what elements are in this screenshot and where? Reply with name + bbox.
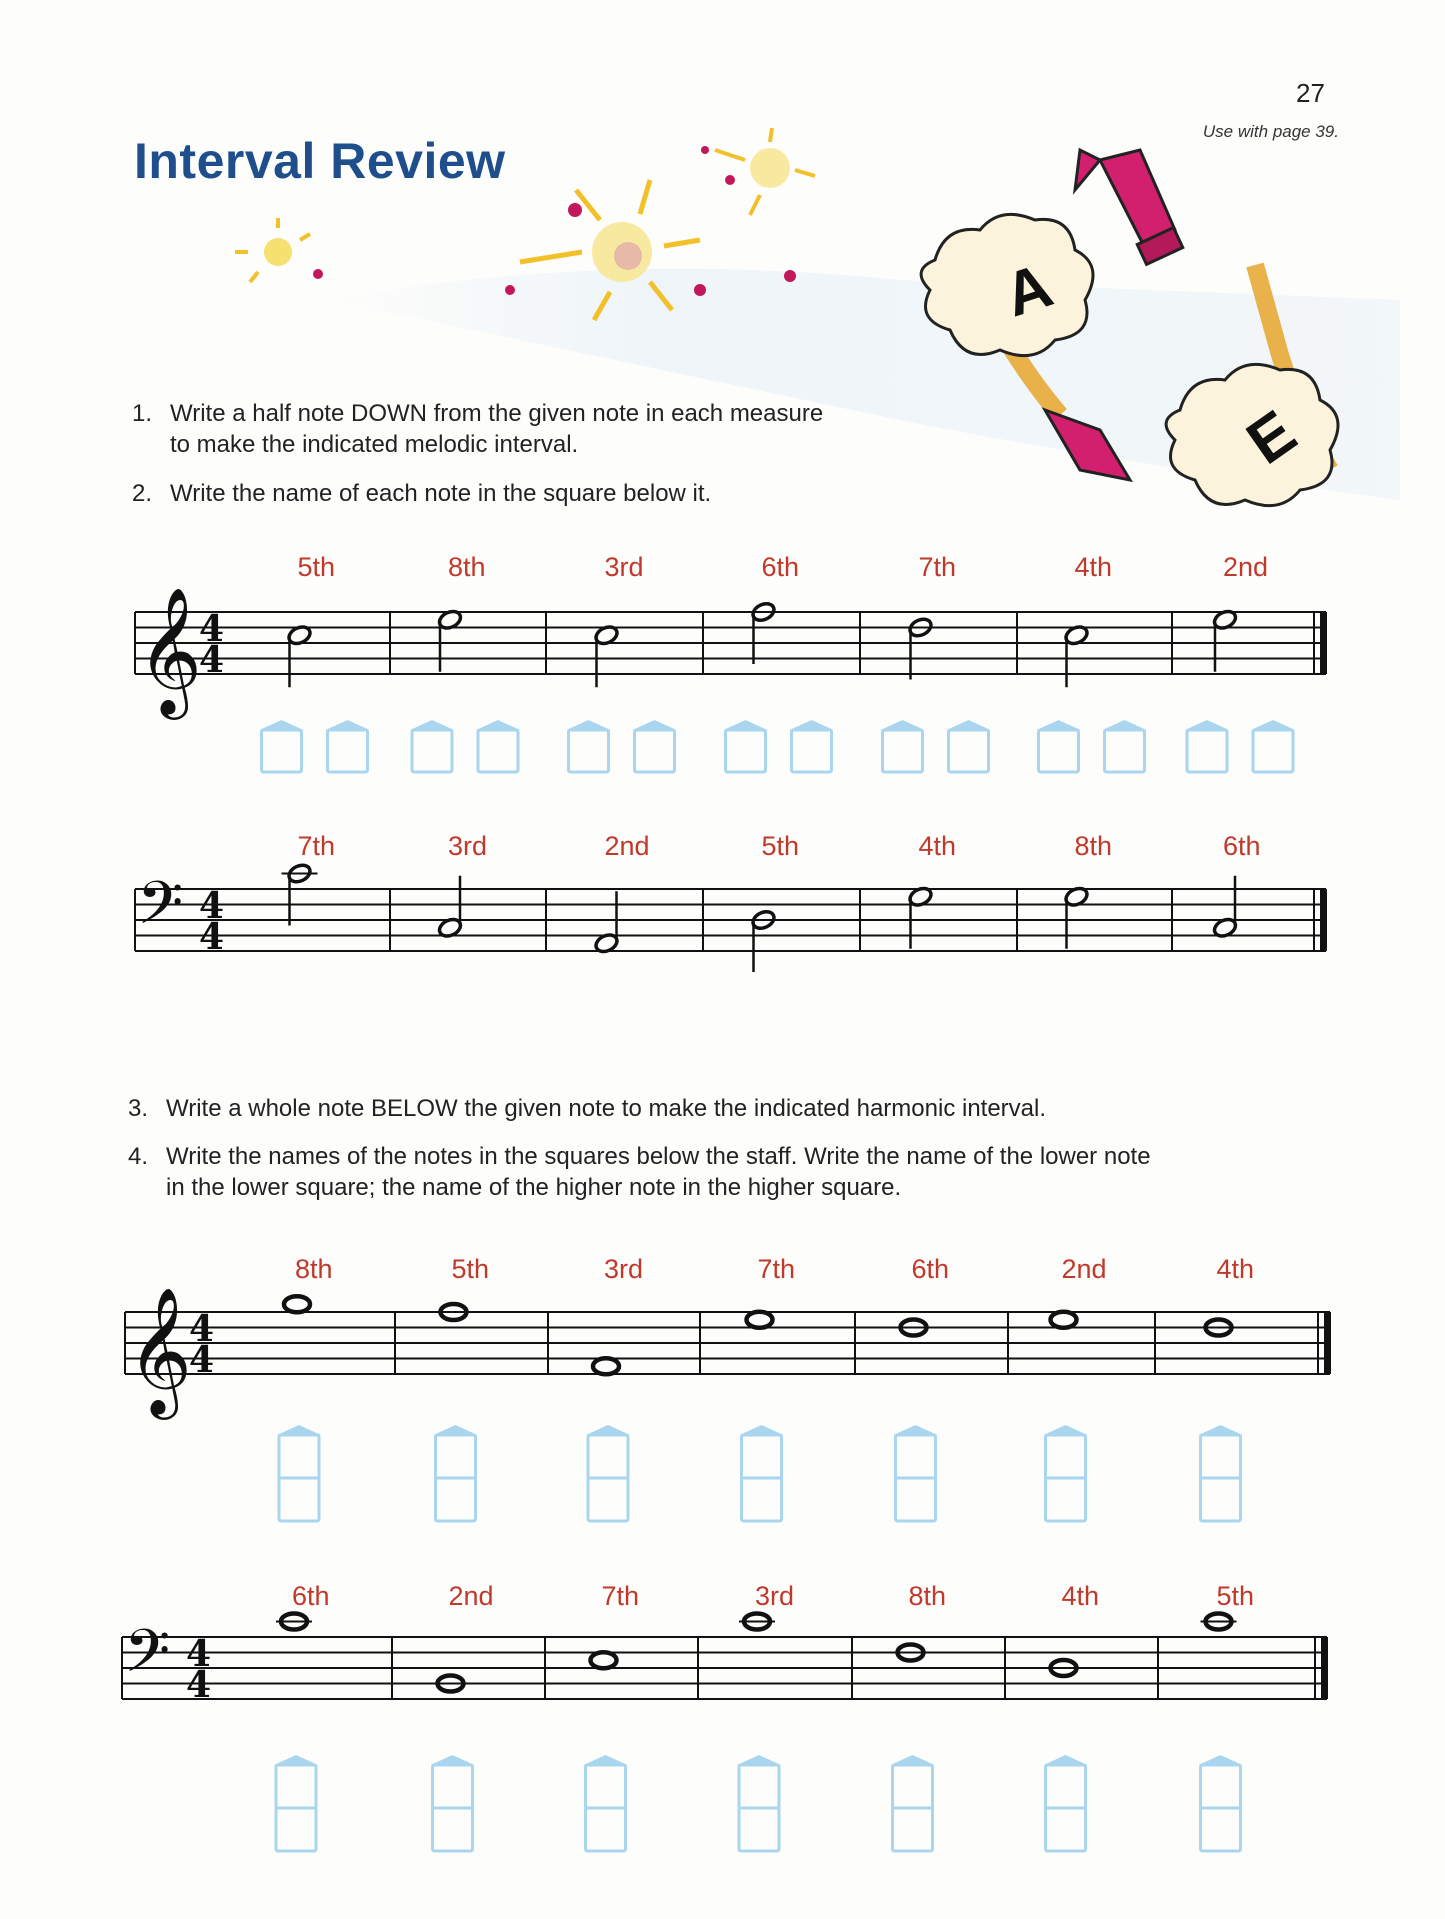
rocket-letter-a: A (996, 250, 1061, 331)
answer-box[interactable] (947, 720, 991, 772)
time-signature-digit: 4 (199, 639, 225, 681)
box-outline (478, 730, 518, 772)
answer-box[interactable] (567, 720, 611, 772)
measure (410, 552, 520, 772)
measure (567, 552, 677, 772)
measure (277, 1254, 333, 1521)
time-signature-digit: 4 (186, 1664, 212, 1706)
instruction-number: 4. (128, 1143, 149, 1170)
time-signature-digit: 4 (199, 608, 225, 650)
instruction-text: Write the name of each note in the square below it. (170, 480, 712, 507)
answer-box[interactable] (633, 720, 677, 772)
interval-label: 6th (1223, 831, 1261, 861)
measure (274, 1581, 330, 1851)
interval-label: 4th (1074, 552, 1113, 582)
box-outline (1253, 730, 1293, 772)
answer-box-stacked[interactable] (894, 1425, 938, 1521)
answer-box-stacked[interactable] (274, 1755, 318, 1851)
answer-box[interactable] (410, 720, 454, 772)
box-outline (1105, 730, 1145, 772)
page-title: Interval Review (134, 133, 506, 189)
answer-box-stacked[interactable] (737, 1755, 781, 1851)
answer-box[interactable] (1103, 720, 1147, 772)
interval-label: 8th (448, 552, 486, 582)
whole-note (593, 1358, 619, 1374)
answer-box-stacked[interactable] (1044, 1755, 1088, 1851)
measure (1212, 831, 1261, 939)
measure (1044, 1254, 1107, 1521)
interval-label: 8th (1074, 831, 1113, 861)
measure (724, 552, 834, 772)
staff-2 (135, 831, 1327, 972)
interval-label: 8th (295, 1254, 333, 1284)
measure (437, 831, 487, 939)
treble-clef-icon: 𝄞 (127, 1286, 193, 1414)
interval-label: 4th (1216, 1254, 1255, 1284)
answer-box-stacked[interactable] (1044, 1425, 1088, 1521)
box-outline (1039, 730, 1079, 772)
interval-label: 6th (292, 1581, 330, 1611)
whole-note (284, 1296, 310, 1312)
cross-reference-note: Use with page 39. (1202, 122, 1339, 141)
interval-label: 4th (1061, 1581, 1100, 1611)
measure (282, 831, 336, 926)
measure (1185, 552, 1295, 772)
measure (891, 1581, 947, 1851)
interval-label: 4th (918, 831, 957, 861)
instruction-text-continued: in the lower square; the name of the higher note in the higher square. (166, 1174, 902, 1201)
interval-label: 2nd (448, 1581, 494, 1611)
measure (894, 1254, 950, 1521)
measure (737, 1581, 794, 1851)
measure (434, 1254, 490, 1521)
measure (1199, 1581, 1255, 1851)
time-signature-digit: 4 (199, 885, 225, 927)
measure (584, 1581, 640, 1851)
measure (260, 552, 370, 772)
box-outline (328, 730, 368, 772)
staff-3 (125, 1254, 1331, 1521)
answer-box-stacked[interactable] (434, 1425, 478, 1521)
interval-label: 2nd (604, 831, 650, 861)
box-outline (262, 730, 302, 772)
answer-box[interactable] (326, 720, 370, 772)
answer-box-stacked[interactable] (1199, 1425, 1243, 1521)
interval-label: 5th (761, 831, 800, 861)
instruction-text: Write a whole note BELOW the given note to make the indicated harmonic interval. (166, 1095, 1047, 1122)
instruction-number: 1. (132, 400, 153, 427)
staff-1 (135, 552, 1327, 772)
time-signature-digit: 4 (189, 1308, 215, 1350)
answer-box-stacked[interactable] (891, 1755, 935, 1851)
box-outline (635, 730, 675, 772)
box-outline (949, 730, 989, 772)
measure (1199, 1254, 1255, 1521)
answer-box[interactable] (881, 720, 925, 772)
measure (586, 1254, 643, 1521)
box-outline (792, 730, 832, 772)
final-bar-thick (1321, 1637, 1328, 1699)
interval-label: 3rd (448, 831, 488, 861)
bass-clef-icon: 𝄢 (124, 1616, 171, 1700)
box-outline (569, 730, 609, 772)
interval-label: 2nd (1061, 1254, 1107, 1284)
staff-4 (122, 1581, 1328, 1851)
interval-label: 3rd (604, 552, 644, 582)
interval-label: 7th (601, 1581, 640, 1611)
box-outline (726, 730, 766, 772)
answer-box[interactable] (1037, 720, 1081, 772)
interval-label: 7th (918, 552, 957, 582)
measure (1044, 1581, 1100, 1851)
time-signature-digit: 4 (189, 1339, 215, 1381)
interval-label: 5th (297, 552, 336, 582)
interval-label: 7th (297, 831, 336, 861)
interval-label: 7th (757, 1254, 796, 1284)
answer-box-stacked[interactable] (1199, 1755, 1243, 1851)
whole-note (1051, 1312, 1077, 1328)
interval-label: 6th (761, 552, 800, 582)
instruction-number: 2. (132, 480, 153, 507)
interval-label: 6th (911, 1254, 950, 1284)
interval-label: 3rd (604, 1254, 644, 1284)
answer-box[interactable] (1185, 720, 1229, 772)
interval-label: 3rd (755, 1581, 795, 1611)
answer-box[interactable] (724, 720, 768, 772)
measure (881, 552, 991, 772)
final-bar-thick (1320, 889, 1327, 951)
time-signature-digit: 4 (199, 916, 225, 958)
measure (431, 1581, 494, 1851)
whole-note (591, 1652, 617, 1668)
box-outline (412, 730, 452, 772)
answer-box[interactable] (476, 720, 520, 772)
interval-label: 8th (908, 1581, 947, 1611)
answer-box[interactable] (1251, 720, 1295, 772)
answer-box[interactable] (260, 720, 304, 772)
whole-note (747, 1312, 773, 1328)
box-outline (1187, 730, 1227, 772)
interval-label: 5th (1216, 1581, 1255, 1611)
measure (1037, 552, 1147, 772)
final-bar-thick (1320, 612, 1327, 674)
final-bar-thick (1324, 1312, 1331, 1374)
answer-box-stacked[interactable] (584, 1755, 628, 1851)
answer-box-stacked[interactable] (277, 1425, 321, 1521)
instruction-text: Write a half note DOWN from the given note in each measure (170, 400, 824, 427)
answer-box-stacked[interactable] (431, 1755, 475, 1851)
time-signature-digit: 4 (186, 1633, 212, 1675)
page-number: 27 (1296, 78, 1325, 108)
interval-label: 2nd (1223, 552, 1269, 582)
bass-clef-icon: 𝄢 (137, 868, 184, 952)
instruction-number: 3. (128, 1095, 149, 1122)
rocket-letter-e: E (1234, 397, 1309, 478)
instruction-text-continued: to make the indicated melodic interval. (170, 431, 579, 458)
answer-box-stacked[interactable] (740, 1425, 784, 1521)
measure (740, 1254, 796, 1521)
treble-clef-icon: 𝄞 (137, 586, 203, 714)
instruction-text: Write the names of the notes in the squares below the staff. Write the name of the lower note (166, 1143, 1151, 1170)
box-outline (883, 730, 923, 772)
answer-box-stacked[interactable] (586, 1425, 630, 1521)
interval-label: 5th (451, 1254, 490, 1284)
answer-box[interactable] (790, 720, 834, 772)
